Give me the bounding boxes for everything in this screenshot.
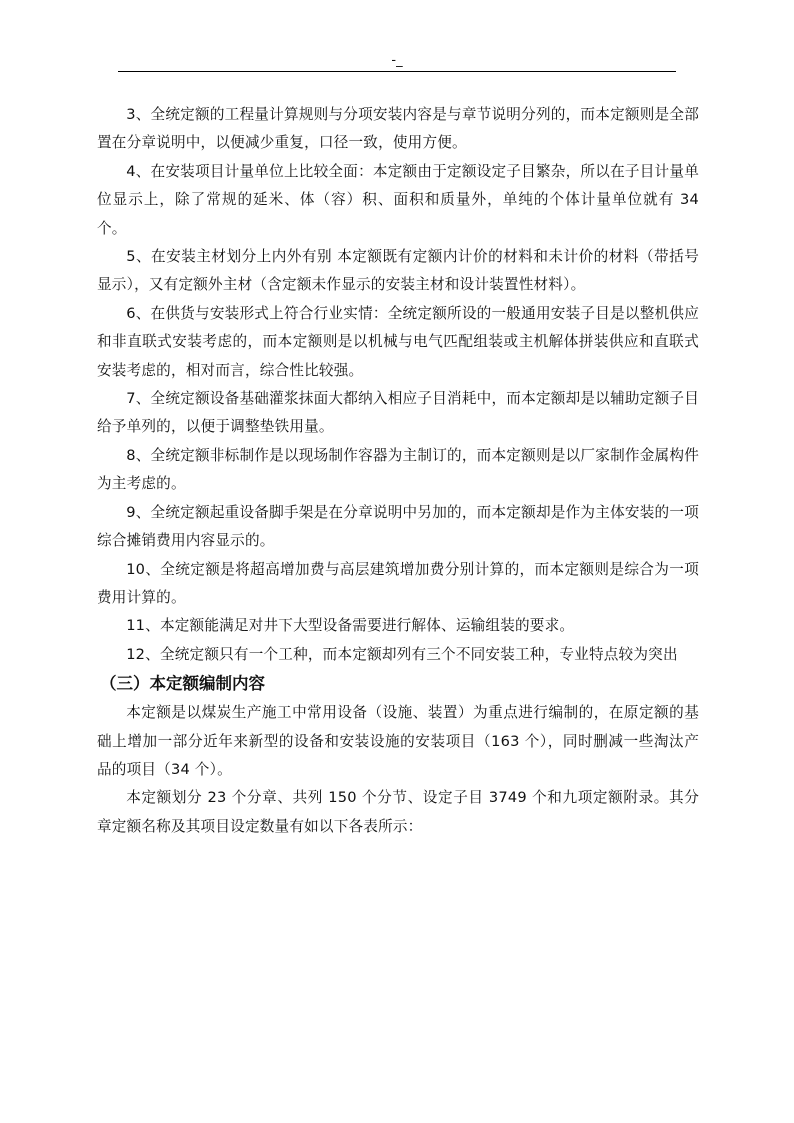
section-paragraph-2: 本定额划分 23 个分章、共列 150 个分节、设定子目 3749 个和九项定额附录。其分章定额名称及其项目设定数量有如以下各表所示： <box>97 789 699 835</box>
page-header-mark: -_ <box>391 53 403 68</box>
paragraph-item-8: 8、全统定额非标制作是以现场制作容器为主制订的，而本定额则是以厂家制作金属构件为主考虑的。 <box>97 446 699 493</box>
paragraph-item-7: 7、全统定额设备基础灌浆抹面大都纳入相应子目消耗中，而本定额却是以辅助定额子目给予单列的，以便于调整垫铁用量。 <box>97 390 699 436</box>
paragraph-item-10: 10、全统定额是将超高增加费与高层建筑增加费分别计算的，而本定额则是综合为一项费用计算的。 <box>97 560 699 606</box>
document-body <box>97 101 699 841</box>
paragraph-item-11: 11、本定额能满足对井下大型设备需要进行解体、运输组装的要求。 <box>126 617 575 635</box>
paragraph-item-12: 12、全统定额只有一个工种，而本定额却列有三个不同安装工种，专业特点较为突出 <box>126 645 678 663</box>
section-heading: （三）本定额编制内容 <box>100 674 265 694</box>
paragraph-item-9: 9、全统定额起重设备脚手架是在分章说明中另加的，而本定额却是作为主体安装的一项综合摊销费用内容显示的。 <box>97 503 699 550</box>
paragraph-item-3: 3、全统定额的工程量计算规则与分项安装内容是与章节说明分列的，而本定额则是全部置在分章说明中，以便减少重复，口径一致，使用方便。 <box>97 106 699 152</box>
header-rule <box>118 71 676 72</box>
paragraph-item-6: 6、在供货与安装形式上符合行业实情：全统定额所设的一般通用安装子目是以整机供应和非直联式安装考虑的，而本定额则是以机械与电气匹配组装或主机解体拼装供应和直联式安装考虑的，相对而言，综合性比较强。 <box>97 304 699 379</box>
paragraph-item-5: 5、在安装主材划分上内外有别 本定额既有定额内计价的材料和未计价的材料（带括号显示），又有定额外主材（含定额未作显示的安装主材和设计装置性材料）。 <box>97 248 699 294</box>
paragraph-item-4: 4、在安装项目计量单位上比较全面：本定额由于定额设定子目繁杂，所以在子目计量单位显示上，除了常规的延米、体（容）积、面积和质量外，单纯的个体计量单位就有 34 个。 <box>97 162 699 237</box>
section-paragraph-1: 本定额是以煤炭生产施工中常用设备（设施、装置）为重点进行编制的，在原定额的基础上增加一部分近年来新型的设备和安装设施的安装项目（163 个），同时删减一些淘汰产品的项目（34 个）。 <box>97 704 699 778</box>
